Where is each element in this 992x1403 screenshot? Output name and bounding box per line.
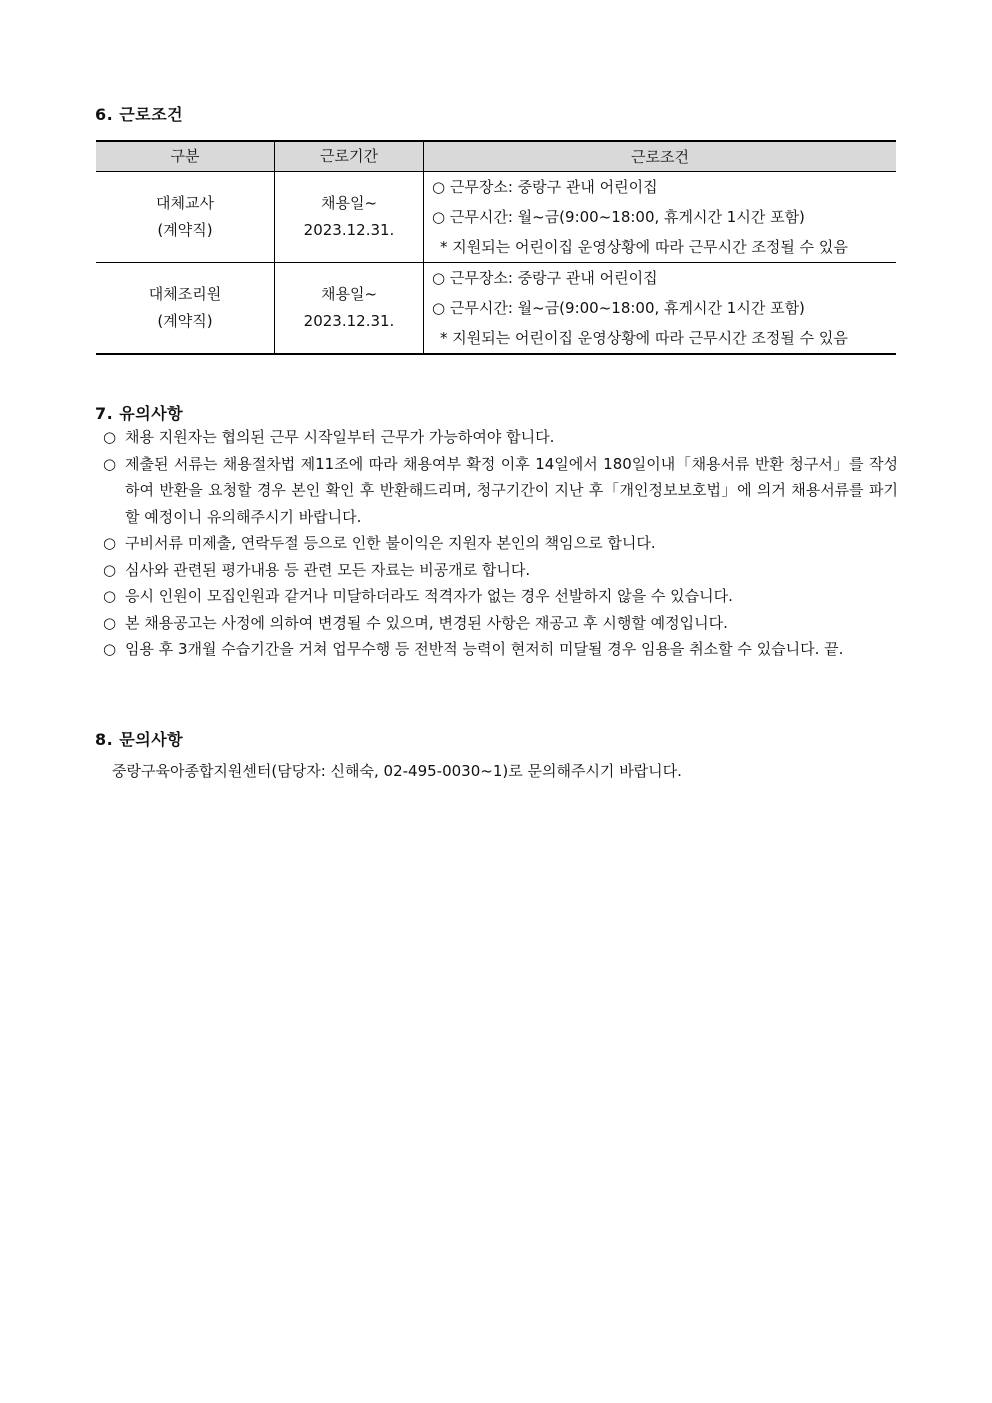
work-hours: ○ 근무시간: 월~금(9:00~18:00, 휴게시간 1시간 포함) — [432, 299, 805, 317]
header-conditions: 근로조건 — [424, 141, 897, 172]
cell-period — [275, 172, 424, 263]
list-item-text: 본 채용공고는 사정에 의하여 변경될 수 있으며, 변경된 사항은 재공고 후 시행할 예정입니다. — [125, 613, 728, 632]
section-8-title: 8. 문의사항 — [95, 730, 184, 749]
circle-bullet-icon: ○ — [103, 560, 117, 579]
cell-period — [275, 263, 424, 355]
work-note: * 지원되는 어린이집 운영상황에 따라 근무시간 조정될 수 있음 — [440, 329, 848, 347]
work-place: ○ 근무장소: 중랑구 관내 어린이집 — [432, 269, 658, 287]
cell-category — [96, 172, 275, 263]
header-category: 구분 — [96, 141, 275, 172]
notice-list — [103, 424, 898, 663]
list-item-text: 채용 지원자는 협의된 근무 시작일부터 근무가 가능하여야 합니다. — [125, 428, 555, 446]
circle-bullet-icon: ○ — [103, 587, 117, 605]
list-item — [103, 557, 898, 584]
period-end: 2023.12.31. — [303, 221, 395, 239]
circle-bullet-icon: ○ — [103, 640, 117, 658]
contact-text: 중랑구육아종합지원센터(담당자: 신해숙, 02-495-0030~1)로 문의해주시기 바랍니다. — [112, 762, 682, 780]
list-item-text: 구비서류 미제출, 연락두절 등으로 인한 불이익은 지원자 본인의 책임으로 합니다. — [125, 534, 656, 552]
list-item — [103, 424, 898, 451]
period-end: 2023.12.31. — [303, 312, 395, 330]
cell-category — [96, 263, 275, 355]
cell-conditions — [424, 172, 897, 263]
period-start: 채용일~ — [320, 285, 378, 303]
list-item-text: 제출된 서류는 채용절차법 제11조에 따라 채용여부 확정 이후 14일에서 180일이내「채용서류 반환 청구서」를 작성하여 반환을 요청할 경우 본인 확인 후 반환해드리며, 청구기간이 지난 후「개인정보보호법」에 의거 채용서류를 파기 할 예정이니 유의해주시기 바랍니다. — [125, 454, 898, 526]
section-7-title: 7. 유의사항 — [95, 404, 184, 423]
list-item-text: 응시 인원이 모집인원과 같거나 미달하더라도 적격자가 없는 경우 선발하지 않을 수 있습니다. — [125, 587, 733, 605]
work-place: ○ 근무장소: 중랑구 관내 어린이집 — [432, 178, 658, 196]
category-name: 대체교사 — [156, 194, 214, 212]
work-note: * 지원되는 어린이집 운영상황에 따라 근무시간 조정될 수 있음 — [440, 238, 848, 256]
section-6-title: 6. 근로조건 — [95, 105, 184, 124]
list-item-text: 임용 후 3개월 수습기간을 거쳐 업무수행 등 전반적 능력이 현저히 미달될 경우 임용을 취소할 수 있습니다. 끝. — [125, 640, 844, 658]
period-start: 채용일~ — [320, 194, 378, 212]
list-item — [103, 451, 898, 531]
circle-bullet-icon: ○ — [103, 454, 117, 473]
category-contract: (계약직) — [157, 221, 213, 239]
header-period: 근로기간 — [275, 141, 424, 172]
list-item — [103, 636, 898, 663]
table-header-row — [96, 141, 896, 172]
table-row — [96, 172, 896, 263]
list-item — [103, 530, 898, 557]
circle-bullet-icon: ○ — [103, 534, 117, 552]
category-contract: (계약직) — [157, 312, 213, 330]
table-row — [96, 263, 896, 355]
circle-bullet-icon: ○ — [103, 428, 117, 446]
list-item-text: 심사와 관련된 평가내용 등 관련 모든 자료는 비공개로 합니다. — [125, 560, 531, 579]
work-hours: ○ 근무시간: 월~금(9:00~18:00, 휴게시간 1시간 포함) — [432, 208, 805, 226]
category-name: 대체조리원 — [148, 285, 222, 303]
circle-bullet-icon: ○ — [103, 613, 117, 632]
work-conditions-table — [96, 140, 896, 355]
list-item — [103, 610, 898, 637]
cell-conditions — [424, 263, 897, 355]
list-item — [103, 583, 898, 610]
